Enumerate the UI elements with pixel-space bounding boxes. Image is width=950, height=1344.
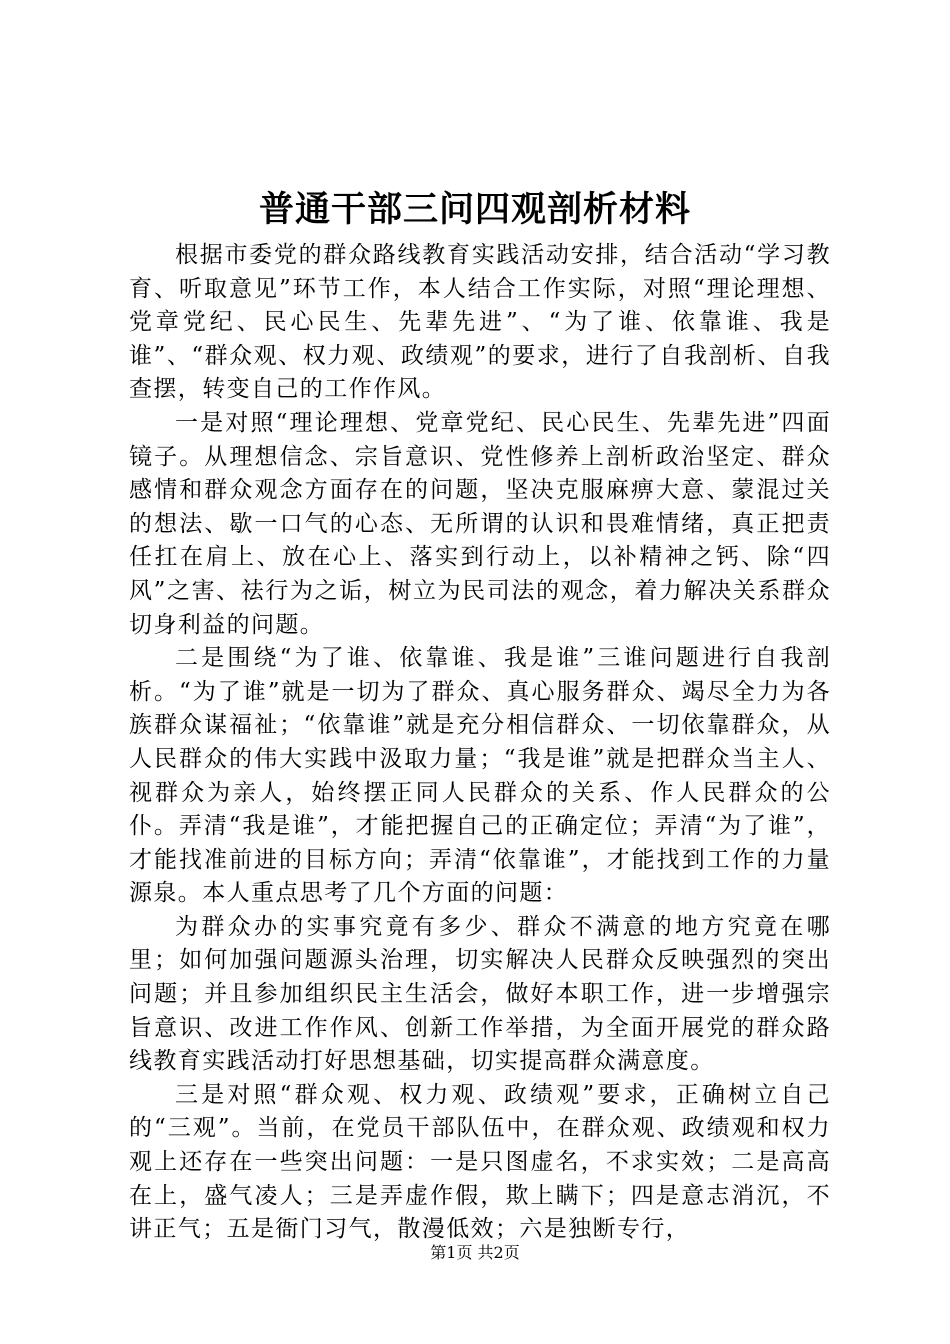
- paragraph: 一是对照“理论理想、党章党纪、民心民生、先辈先进”四面镜子。从理想信念、宗旨意识、党性修养上剖析政治坚定、群众感情和群众观念方面存在的问题，坚决克服麻痹大意、蒙混过关的想法、歇一口气的心态、无所谓的认识和畏难情绪，真正把责任扛在肩上、放在心上、落实到行动上，以补精神之钙、除“四风”之害、祛行为之诟，树立为民司法的观念，着力解决关系群众切身利益的问题。: [129, 409, 831, 638]
- paragraph: 二是围绕“为了谁、依靠谁、我是谁”三谁问题进行自我剖析。“为了谁”就是一切为了群众、真心服务群众、竭尽全力为各族群众谋福祉；“依靠谁”就是充分相信群众、一切依靠群众，从人民群众的伟大实践中汲取力量；“我是谁”就是把群众当主人、视群众为亲人，始终摆正同人民群众的关系、作人民群众的公仆。弄清“我是谁”，才能把握自己的正确定位；弄清“为了谁”，才能找准前进的目标方向；弄清“依靠谁”，才能找到工作的力量源泉。本人重点思考了几个方面的问题：: [129, 645, 831, 907]
- page-footer: 第1页 共2页: [430, 1243, 520, 1262]
- paragraph: 为群众办的实事究竟有多少、群众不满意的地方究竟在哪里；如何加强问题源头治理，切实解决人民群众反映强烈的突出问题；并且参加组织民主生活会，做好本职工作，进一步增强宗旨意识、改进工作作风、创新工作举措，为全面开展党的群众路线教育实践活动打好思想基础，切实提高群众满意度。: [129, 913, 831, 1075]
- document-body: [129, 239, 831, 1247]
- document-title: 普通干部三问四观剖析材料: [258, 189, 691, 230]
- paragraph: 三是对照“群众观、权力观、政绩观”要求，正确树立自己的“三观”。当前，在党员干部队伍中，在群众观、政绩观和权力观上还存在一些突出问题：一是只图虚名，不求实效；二是高高在上，盛气凌人；三是弄虚作假，欺上瞒下；四是意志消沉，不讲正气；五是衙门习气，散漫低效；六是独断专行，: [129, 1081, 831, 1243]
- paragraph: 根据市委党的群众路线教育实践活动安排，结合活动“学习教育、听取意见”环节工作，本人结合工作实际，对照“理论理想、党章党纪、民心民生、先辈先进”、“为了谁、依靠谁、我是谁”、“群众观、权力观、政绩观”的要求，进行了自我剖析、自我查摆，转变自己的工作作风。: [129, 242, 831, 403]
